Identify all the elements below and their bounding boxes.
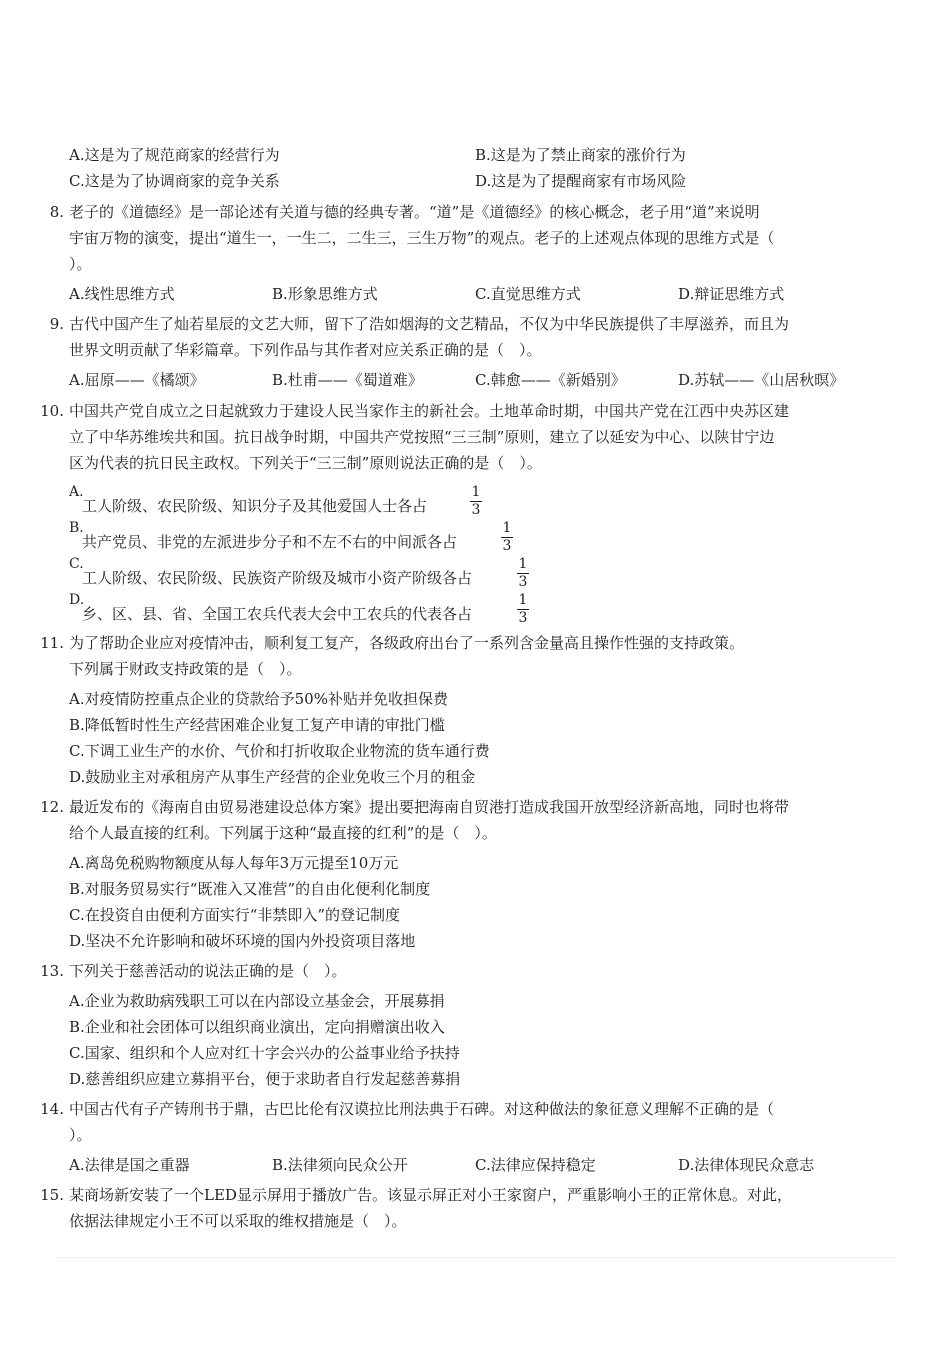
q12-number: 12. <box>40 798 64 816</box>
q15-number: 15. <box>40 1186 64 1204</box>
q13-stem-line: 下列关于慈善活动的说法正确的是（ ）。 <box>69 962 347 980</box>
q13-option-b: B.企业和社会团体可以组织商业演出，定向捐赠演出收入 <box>69 1018 445 1036</box>
q8-stem-line: 宇宙万物的演变，提出“道生一，一生二，二生三，三生万物”的观点。老子的上述观点体现的思维方式是（ <box>69 229 775 247</box>
option-text: 工人阶级、农民阶级、知识分子及其他爱国人士各占 <box>82 497 428 515</box>
q10-option-d <box>69 592 534 628</box>
q14-option-b: B.法律须向民众公开 <box>272 1156 408 1174</box>
q12-stem-line: 最近发布的《海南自由贸易港建设总体方案》提出要把海南自贸港打造成我国开放型经济新高地，同时也将带 <box>69 798 790 816</box>
q13-option-c: C.国家、组织和个人应对红十字会兴办的公益事业给予扶持 <box>69 1044 460 1062</box>
option-letter: D. <box>69 592 85 608</box>
q9-option-c: C.韩愈——《新婚别》 <box>475 371 626 389</box>
q9-option-b: B.杜甫——《蜀道难》 <box>272 371 423 389</box>
q10-stem-line: 立了中华苏维埃共和国。抗日战争时期，中国共产党按照“三三制”原则，建立了以延安为中心、以陕甘宁边 <box>69 428 775 446</box>
fraction-numerator: 1 <box>471 484 481 500</box>
q14-stem-line: ）。 <box>69 1126 92 1144</box>
q14-option-d: D.法律体现民众意志 <box>678 1156 815 1174</box>
q12-option-a: A.离岛免税购物额度从每人每年3万元提至10万元 <box>69 854 399 872</box>
q13-number: 13. <box>40 962 64 980</box>
fraction-numerator: 1 <box>502 520 512 536</box>
q10-stem-line: 区为代表的抗日民主政权。下列关于“三三制”原则说法正确的是（ ）。 <box>69 454 542 472</box>
option-letter: B. <box>69 520 84 536</box>
q8-number: 8. <box>49 203 64 221</box>
q11-option-d: D.鼓励业主对承租房产从事生产经营的企业免收三个月的租金 <box>69 768 476 786</box>
q14-option-c: C.法律应保持稳定 <box>475 1156 596 1174</box>
q11-option-b: B.降低暂时性生产经营困难企业复工复产申请的审批门槛 <box>69 716 445 734</box>
q7-option-b: B.这是为了禁止商家的涨价行为 <box>475 146 686 164</box>
q10-option-b <box>69 520 519 556</box>
q7-option-d: D.这是为了提醒商家有市场风险 <box>475 172 687 190</box>
option-text: 工人阶级、农民阶级、民族资产阶级及城市小资产阶级各占 <box>82 569 473 587</box>
q11-option-c: C.下调工业生产的水价、气价和打折收取企业物流的货车通行费 <box>69 742 490 760</box>
fraction-numerator: 1 <box>518 592 528 608</box>
q11-option-a: A.对疫情防控重点企业的贷款给予50%补贴并免收担保费 <box>69 690 448 708</box>
option-letter: C. <box>69 556 84 572</box>
fraction-one-third <box>517 556 529 591</box>
fraction-numerator: 1 <box>518 556 528 572</box>
q15-stem-line: 某商场新安装了一个LED显示屏用于播放广告。该显示屏正对小王家窗户，严重影响小王的正常休息。对此， <box>69 1186 792 1204</box>
q8-stem-line: ）。 <box>69 255 92 273</box>
q7-option-c: C.这是为了协调商家的竞争关系 <box>69 172 280 190</box>
q10-stem-line: 中国共产党自成立之日起就致力于建设人民当家作主的新社会。土地革命时期，中国共产党在江西中央苏区建 <box>69 402 790 420</box>
q9-stem-line: 世界文明贡献了华彩篇章。下列作品与其作者对应关系正确的是（ ）。 <box>69 341 542 359</box>
option-letter: A. <box>69 484 84 500</box>
page-bottom-divider <box>56 1257 896 1258</box>
q7-option-a: A.这是为了规范商家的经营行为 <box>69 146 280 164</box>
q9-number: 9. <box>49 315 64 333</box>
fraction-one-third <box>470 484 482 519</box>
q12-option-d: D.坚决不允许影响和破坏环境的国内外投资项目落地 <box>69 932 416 950</box>
fraction-denominator: 3 <box>518 610 528 626</box>
q9-option-d: D.苏轼——《山居秋暝》 <box>678 371 845 389</box>
q8-option-d: D.辩证思维方式 <box>678 285 785 303</box>
q8-option-b: B.形象思维方式 <box>272 285 378 303</box>
fraction-denominator: 3 <box>471 502 481 518</box>
q15-stem-line: 依据法律规定小王不可以采取的维权措施是（ ）。 <box>69 1212 407 1230</box>
q11-number: 11. <box>40 634 64 652</box>
q13-option-a: A.企业为救助病残职工可以在内部设立基金会，开展募捐 <box>69 992 445 1010</box>
q14-stem-line: 中国古代有子产铸刑书于鼎，古巴比伦有汉谟拉比刑法典于石碑。对这种做法的象征意义理解不正确的是（ <box>69 1100 775 1118</box>
q12-stem-line: 给个人最直接的红利。下列属于这种“最直接的红利”的是（ ）。 <box>69 824 497 842</box>
q10-option-c <box>69 556 534 592</box>
q10-number: 10. <box>40 402 64 420</box>
q14-option-a: A.法律是国之重器 <box>69 1156 190 1174</box>
q9-stem-line: 古代中国产生了灿若星辰的文艺大师，留下了浩如烟海的文艺精品，不仅为中华民族提供了丰厚滋养，而且为 <box>69 315 790 333</box>
fraction-denominator: 3 <box>502 538 512 554</box>
q10-option-a <box>69 484 489 520</box>
fraction-denominator: 3 <box>518 574 528 590</box>
fraction-one-third <box>517 592 529 627</box>
q13-option-d: D.慈善组织应建立募捐平台，便于求助者自行发起慈善募捐 <box>69 1070 461 1088</box>
q9-option-a: A.屈原——《橘颂》 <box>69 371 205 389</box>
q12-option-b: B.对服务贸易实行“既准入又准营”的自由化便利化制度 <box>69 880 431 898</box>
q8-stem-line: 老子的《道德经》是一部论述有关道与德的经典专著。“道”是《道德经》的核心概念，老子用“道”来说明 <box>69 203 760 221</box>
q11-stem-line: 为了帮助企业应对疫情冲击，顺利复工复产，各级政府出台了一系列含金量高且操作性强的支持政策。 <box>69 634 745 652</box>
q8-option-a: A.线性思维方式 <box>69 285 175 303</box>
q14-number: 14. <box>40 1100 64 1118</box>
q12-option-c: C.在投资自由便利方面实行“非禁即入”的登记制度 <box>69 906 401 924</box>
option-text: 乡、区、县、省、全国工农兵代表大会中工农兵的代表各占 <box>82 605 473 623</box>
q11-stem-line: 下列属于财政支持政策的是（ ）。 <box>69 660 302 678</box>
option-text: 共产党员、非党的左派进步分子和不左不右的中间派各占 <box>82 533 458 551</box>
q8-option-c: C.直觉思维方式 <box>475 285 581 303</box>
fraction-one-third <box>501 520 513 555</box>
